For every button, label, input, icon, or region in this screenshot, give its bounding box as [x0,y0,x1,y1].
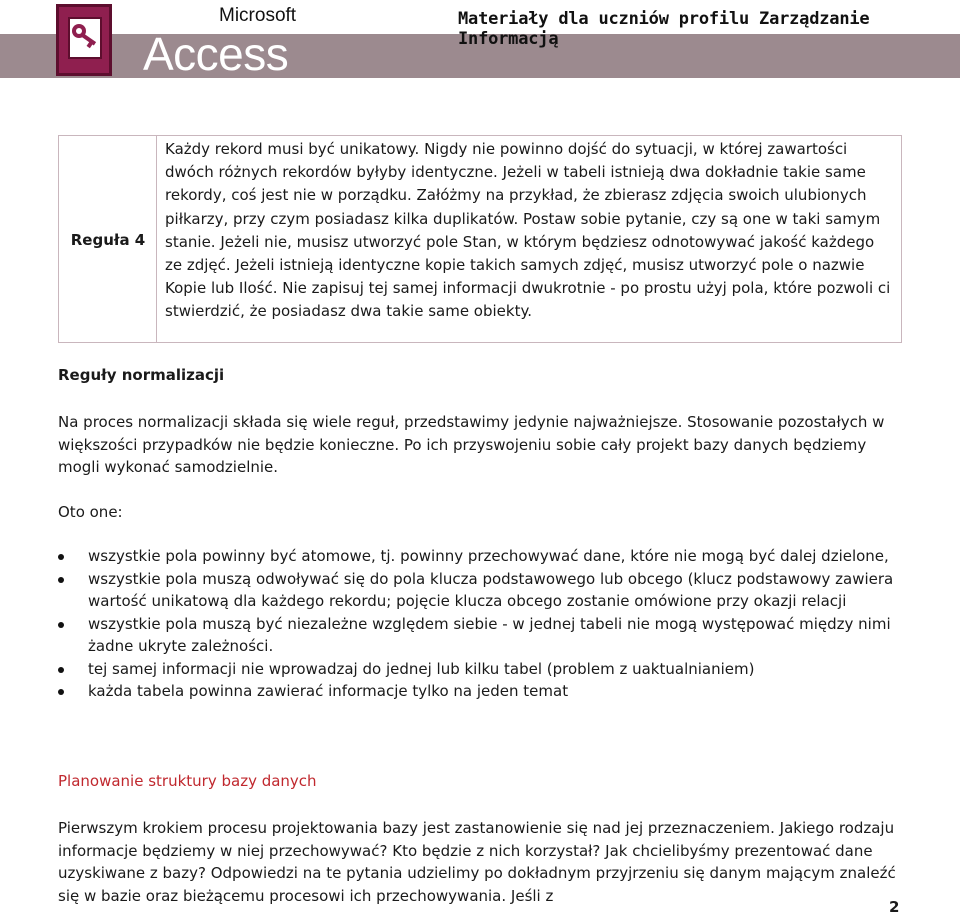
list-item-text: tej samej informacji nie wprowadzaj do jednej lub kilku tabel (problem z uaktualnianiem) [88,659,755,678]
normalization-heading: Reguły normalizacji [58,366,225,384]
rule-label-cell [59,136,157,342]
list-item [58,680,908,703]
page-header [0,0,960,80]
list-item-text: każda tabela powinna zawierać informacje tylko na jeden temat [88,682,569,700]
list-item [58,545,908,568]
bullet-icon [58,689,64,695]
list-item [58,613,908,658]
brand-microsoft: Microsoft [219,5,297,26]
list-item-text: wszystkie pola powinny być atomowe, tj. powinny przechowywać dane, które nie mogą być dalej dzielone, [88,547,889,565]
list-item-text: wszystkie pola muszą być niezależne względem siebie - w jednej tabeli nie mogą występować między nimi żadne ukryte zależności. [88,614,891,655]
bullet-icon [58,622,64,628]
page-number: 2 [889,898,900,916]
planning-text: Pierwszym krokiem procesu projektowania bazy jest zastanowienie się nad jej przeznaczeniem. Jakiego rodzaju informacje będziemy w niej przechowywać? Kto będzie z nich korzystał? Jak chcielibyśmy prezentować dane uzyskiwane z bazy? Odpowiedzi na te pytania udzielimy po dokładnym przyjrzeniu się danym mającym znaleźć się w bazie oraz bieżącemu procesowi ich przechowywania. Jeśli z [58,819,896,905]
normalization-oto: Oto one: [58,503,123,521]
rule-label: Reguła 4 [70,231,146,249]
brand-access: Access [143,28,289,80]
planning-heading[interactable]: Planowanie struktury bazy danych [58,772,317,790]
bullet-icon [58,577,64,583]
access-logo [56,4,112,76]
access-key-icon [69,21,103,61]
rule-table [58,135,902,343]
bullet-icon [58,554,64,560]
normalization-rules-list [58,545,908,703]
rule-text: Każdy rekord musi być unikatowy. Nigdy nie powinno dojść do sytuacji, w której zawartości dwóch różnych rekordów byłyby identyczne. Jeżeli w tabeli istnieją dwa dokładnie takie same rekordy, coś jest nie w porządku. Załóżmy na przykład, że zbierasz zdjęcia swoich ulubionych piłkarzy, przy czym posiadasz kilka duplikatów. Postaw sobie pytanie, czy są one w taki samym stanie. Jeżeli nie, musisz utworzyć pole Stan, w którym będziesz odnotowywać jakość każdego ze zdjęć. Jeżeli istnieją identyczne kopie takich samych zdjęć, musisz utworzyć pole o nazwie Kopie lub Ilość. Nie zapisuj tej samej informacji dwukrotnie - po prostu użyj pola, które pozwoli ci stwierdzić, że posiadasz dwa takie same obiekty. [165,140,891,321]
document-title: Materiały dla uczniów profilu Zarządzanie Informacją [458,9,870,49]
list-item [58,568,908,613]
list-item [58,658,908,681]
normalization-intro: Na proces normalizacji składa się wiele reguł, przedstawimy jedynie najważniejsze. Stosowanie pozostałych w większości przypadków nie będzie konieczne. Po ich przyswojeniu sobie cały projekt bazy danych będziemy mogli wykonać samodzielnie. [58,413,885,476]
list-item-text: wszystkie pola muszą odwoływać się do pola klucza podstawowego lub obcego (klucz podstawowy zawiera wartość unikatową dla każdego rekordu; pojęcie klucza obcego zostanie omówione przy okazji relacji [88,569,894,610]
bullet-icon [58,667,64,673]
